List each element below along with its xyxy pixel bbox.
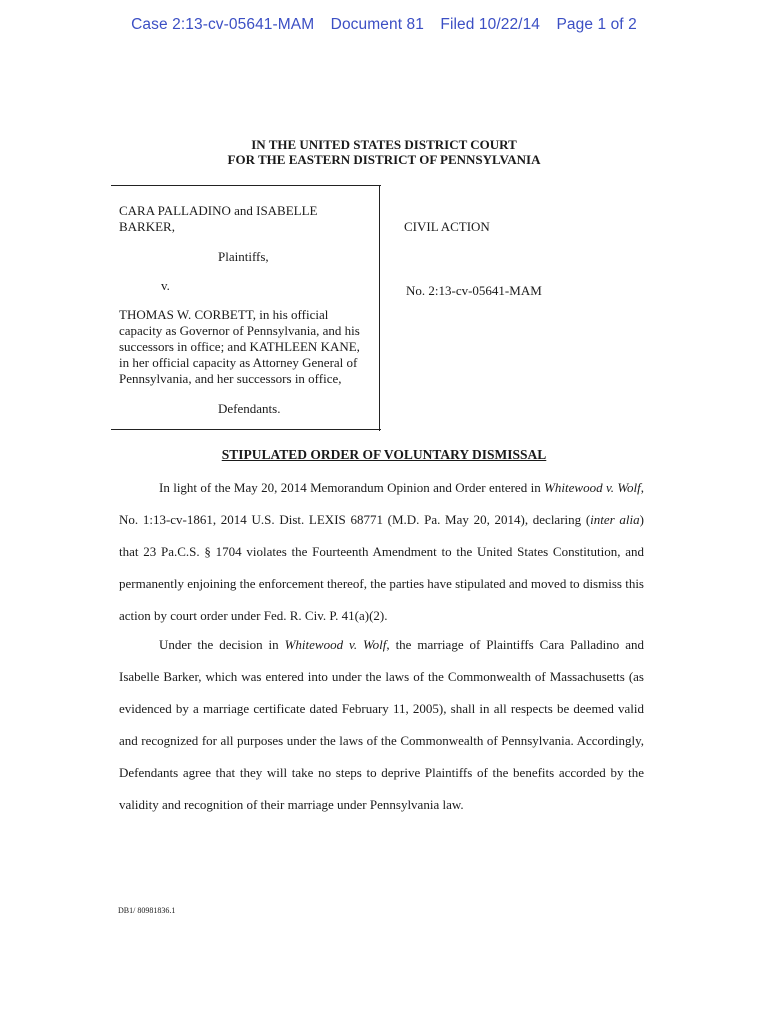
paragraph-1-text-a: In light of the May 20, 2014 Memorandum Opinion and Order entered in [159,480,545,495]
plaintiffs-label: Plaintiffs, [218,249,269,264]
paragraph-1-text-c: ) that 23 Pa.C.S. § 1704 violates the Fourteenth Amendment to the United States Constitution, and permanently enjoining the enforcement thereof, the parties have stipulated and moved to dismiss this action by court order under Fed. R. Civ. P. 41(a)(2). [119,512,644,623]
civil-action-label: CIVIL ACTION [404,219,490,234]
plaintiffs-line2: BARKER, [119,219,175,234]
court-title [0,137,768,167]
caption-top-rule [111,185,381,186]
defendants-line1: THOMAS W. CORBETT, in his official [119,307,329,322]
court-title-line1: IN THE UNITED STATES DISTRICT COURT [251,137,517,152]
ecf-filing-header [0,16,768,34]
defendants-line4: in her official capacity as Attorney General of [119,355,358,370]
defendants-line5: Pennsylvania, and her successors in office, [119,371,342,386]
defendants-line2: capacity as Governor of Pennsylvania, and his [119,323,360,338]
caption-bottom-rule [111,429,381,430]
paragraph-1-inter-alia: inter alia [590,512,640,527]
paragraph-2-text-b: , the marriage of Plaintiffs Cara Palladino and Isabelle Barker, which was entered into under the laws of the Commonwealth of Massachusetts (as evidenced by a marriage certificate dated February 11, 2005), shall in all respects be deemed valid and recognized for all purposes under the laws of the Commonwealth of Pennsylvania. Accordingly, Defendants agree that they will take no steps to deprive Plaintiffs of the benefits accorded by the validity and recognition of their marriage under Pennsylvania law. [119,637,644,812]
caption-right-rule [379,185,380,431]
case-number: No. 2:13-cv-05641-MAM [406,283,542,298]
ecf-page-number: Page 1 of 2 [556,16,637,33]
paragraph-2-text-a: Under the decision in [159,637,285,652]
paragraph-2 [119,629,644,821]
paragraph-1-case-name: Whitewood v. Wolf [544,480,641,495]
plaintiffs-line1: CARA PALLADINO and ISABELLE [119,203,318,218]
plaintiffs-names [119,203,318,235]
ecf-case-number: Case 2:13-cv-05641-MAM [131,16,315,33]
paragraph-2-case-name: Whitewood v. Wolf [284,637,387,652]
defendants-names [119,307,360,387]
court-title-line2: FOR THE EASTERN DISTRICT OF PENNSYLVANIA [227,152,541,167]
defendants-line3: successors in office; and KATHLEEN KANE, [119,339,360,354]
paragraph-1-text-b: , No. 1:13-cv-1861, 2014 U.S. Dist. LEXIS 68771 (M.D. Pa. May 20, 2014), declaring ( [119,480,644,527]
order-title: STIPULATED ORDER OF VOLUNTARY DISMISSAL [221,447,547,462]
case-caption [111,185,381,431]
document-id-footer: DB1/ 80981836.1 [118,906,176,915]
paragraph-1 [119,472,644,632]
defendants-label: Defendants. [218,401,281,416]
ecf-filed-date: Filed 10/22/14 [440,16,541,33]
versus: v. [161,278,170,293]
ecf-document-number: Document 81 [330,16,424,33]
